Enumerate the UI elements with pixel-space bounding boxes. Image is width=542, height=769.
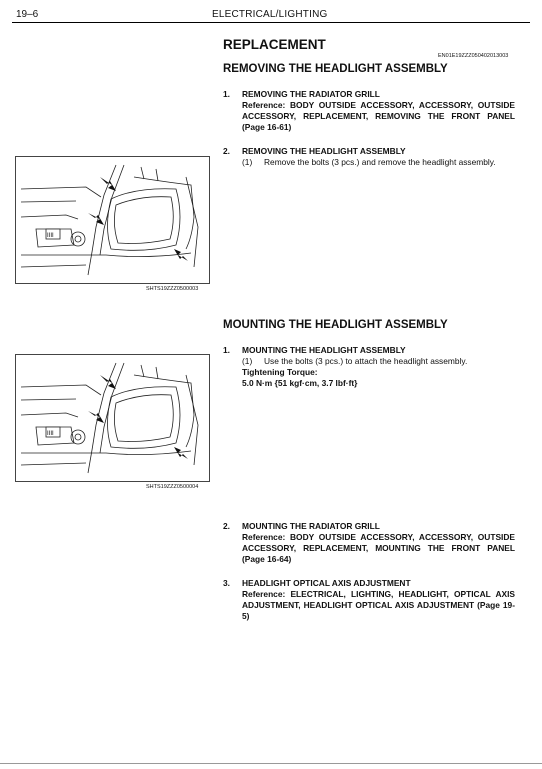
mounting-heading: MOUNTING THE HEADLIGHT ASSEMBLY	[223, 319, 448, 331]
sub-step-text: Use the bolts (3 pcs.) to attach the headlight assembly.	[264, 356, 468, 366]
mounting-step-3	[223, 578, 515, 622]
page-number: 19–6	[16, 9, 39, 20]
step-number: 3.	[223, 578, 230, 588]
svg-text:IIII: IIII	[47, 431, 54, 437]
mounting-step-2	[223, 521, 515, 565]
figure-caption: SHTS19ZZZ0500003	[146, 286, 199, 292]
headlight-mounting-figure	[15, 354, 210, 482]
replacement-heading: REPLACEMENT	[223, 37, 326, 52]
removing-heading: REMOVING THE HEADLIGHT ASSEMBLY	[223, 63, 448, 75]
sub-step-number: (1)	[242, 356, 253, 366]
headlight-diagram-image	[16, 157, 209, 283]
step-number: 2.	[223, 146, 230, 156]
step-reference: Reference: BODY OUTSIDE ACCESSORY, ACCESSORY, OUTSIDE ACCESSORY, REPLACEMENT, REMOVING THE FRONT PANEL (Page 16-61)	[242, 100, 515, 132]
headlight-removal-figure	[15, 156, 210, 284]
step-number: 1.	[223, 89, 230, 99]
removing-step-2	[223, 146, 515, 168]
headlight-diagram-image	[16, 355, 209, 481]
sub-step-text: Remove the bolts (3 pcs.) and remove the headlight assembly.	[264, 157, 496, 167]
step-title: MOUNTING THE HEADLIGHT ASSEMBLY	[242, 345, 406, 355]
document-code: EN01E19ZZZ050402013003	[438, 53, 509, 59]
section-title: ELECTRICAL/LIGHTING	[212, 9, 328, 20]
torque-value: 5.0 N·m {51 kgf·cm, 3.7 lbf·ft}	[242, 378, 358, 388]
step-title: MOUNTING THE RADIATOR GRILL	[242, 521, 380, 531]
mounting-step-1	[223, 345, 515, 389]
torque-label: Tightening Torque:	[242, 367, 318, 377]
step-reference: Reference: BODY OUTSIDE ACCESSORY, ACCESSORY, OUTSIDE ACCESSORY, REPLACEMENT, MOUNTING THE FRONT PANEL (Page 16-64)	[242, 532, 515, 564]
sub-step-number: (1)	[242, 157, 253, 167]
step-title: REMOVING THE HEADLIGHT ASSEMBLY	[242, 146, 406, 156]
header-divider	[12, 22, 530, 23]
step-number: 2.	[223, 521, 230, 531]
step-number: 1.	[223, 345, 230, 355]
step-reference: Reference: ELECTRICAL, LIGHTING, HEADLIGHT, OPTICAL AXIS ADJUSTMENT, HEADLIGHT OPTICAL AXIS ADJUSTMENT (Page 19-5)	[242, 589, 515, 621]
figure-caption: SHTS19ZZZ0500004	[146, 484, 199, 490]
step-title: HEADLIGHT OPTICAL AXIS ADJUSTMENT	[242, 578, 411, 588]
sub-step	[242, 157, 515, 168]
removing-step-1	[223, 89, 515, 133]
svg-text:IIII: IIII	[47, 233, 54, 239]
step-title: REMOVING THE RADIATOR GRILL	[242, 89, 380, 99]
page-bottom-edge	[0, 763, 542, 764]
sub-step	[242, 356, 515, 367]
